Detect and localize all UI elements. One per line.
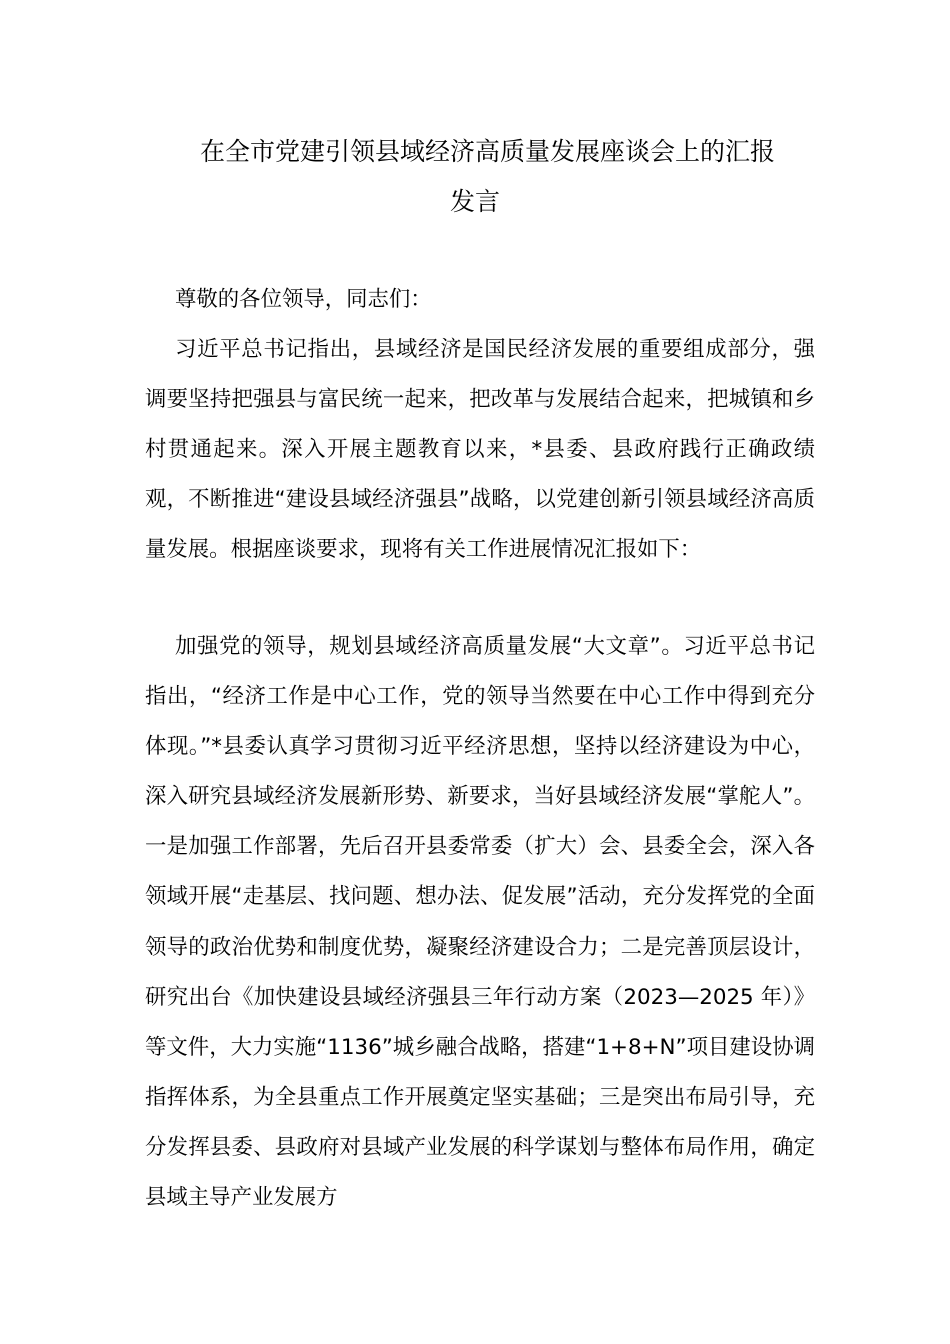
- paragraph-intro: 习近平总书记指出，县域经济是国民经济发展的重要组成部分，强调要坚持把强县与富民统一起来，把改革与发展结合起来，把城镇和乡村贯通起来。深入开展主题教育以来，*县委、县政府践行正确政绩观，不断推进“建设县域经济强县”战略，以党建创新引领县域经济高质量发展。根据座谈要求，现将有关工作进展情况汇报如下：: [145, 337, 815, 563]
- document-title-line-1: 在全市党建引领县域经济高质量发展座谈会上的汇报: [200, 137, 776, 166]
- salutation: 尊敬的各位领导，同志们：: [175, 287, 432, 312]
- document-title-line-2: 发言: [449, 187, 500, 216]
- paragraph-party-leadership: 加强党的领导，规划县域经济高质量发展“大文章”。习近平总书记指出，“经济工作是中心工作，党的领导当然要在中心工作中得到充分体现。”*县委认真学习贯彻习近平经济思想，坚持以经济建设为中心，深入研究县域经济发展新形势、新要求，当好县域经济发展“掌舵人”。一是加强工作部署，先后召开县委常委（扩大）会、县委全会，深入各领域开展“走基层、找问题、想办法、促发展”活动，充分发挥党的全面领导的政治优势和制度优势，凝聚经济建设合力；二是完善顶层设计，研究出台《加快建设县域经济强县三年行动方案（2023—2025 年）》等文件，大力实施“1136”城乡融合战略，搭建“1+8+N”项目建设协调指挥体系，为全县重点工作开展奠定坚实基础；三是突出布局引导，充分发挥县委、县政府对县域产业发展的科学谋划与整体布局作用，确定县域主导产业发展方: [145, 634, 815, 1211]
